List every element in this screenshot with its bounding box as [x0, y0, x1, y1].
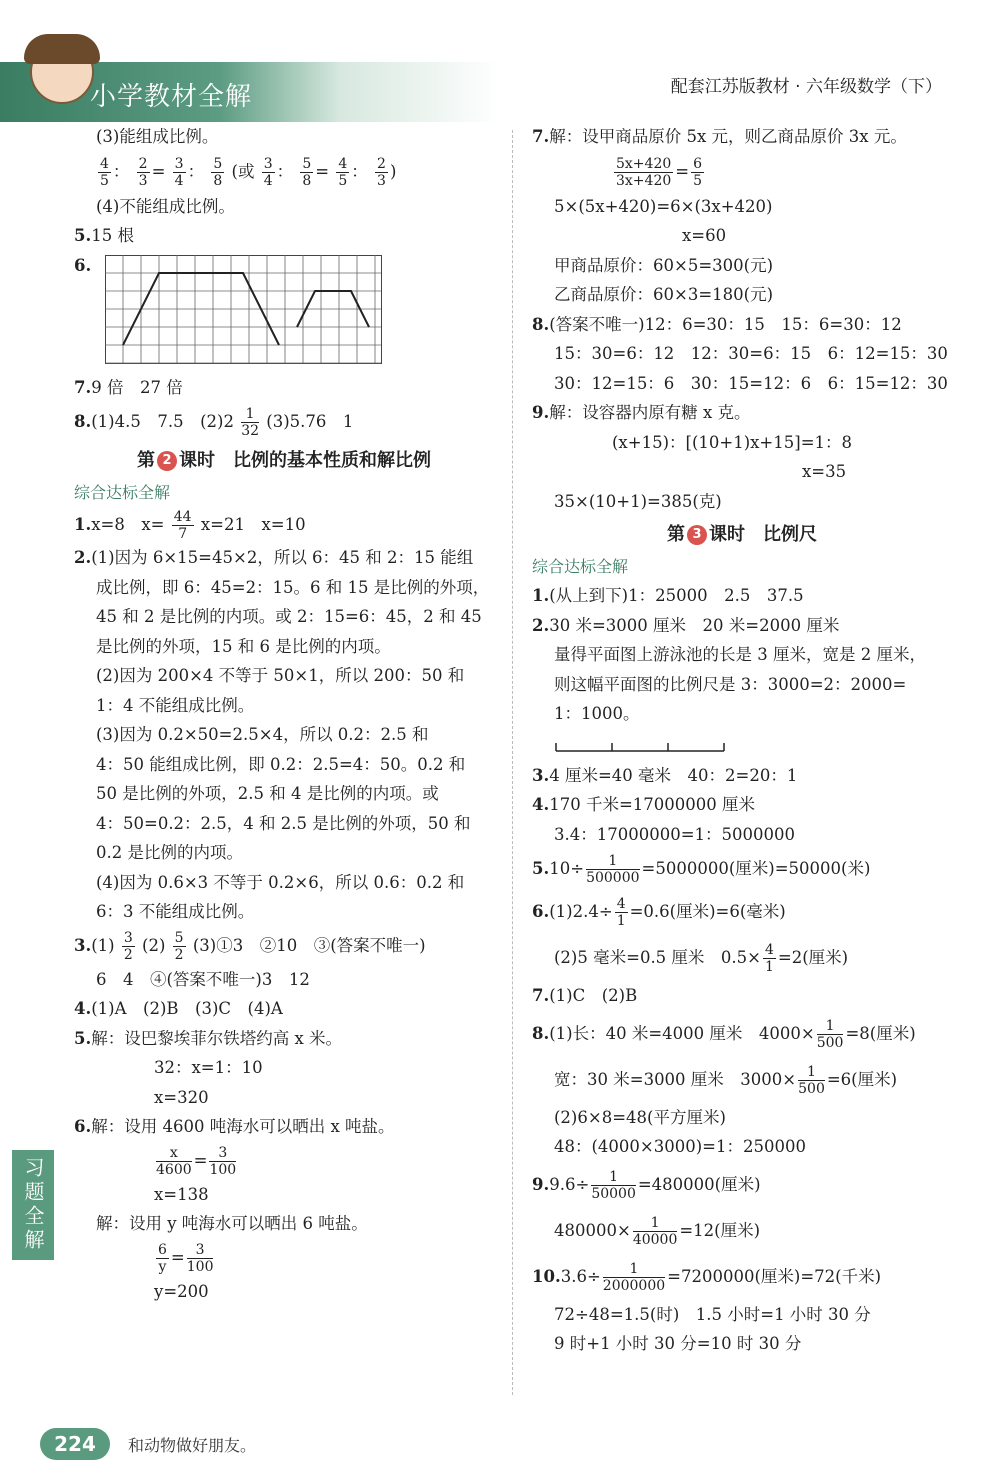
right-column [532, 122, 952, 1359]
mascot-logo-icon [30, 40, 94, 104]
answer-9rr: 9.9.6÷ $\frac{1}{50000}$ =480000(厘米) [532, 1168, 761, 1202]
answer-2r: 2.30 米=3000 厘米 20 米=2000 厘米 [532, 615, 840, 635]
scale-ruler [532, 729, 952, 761]
lesson-number-badge: 3 [687, 525, 707, 545]
header-book-title: 配套江苏版教材 · 六年级数学（下） [670, 77, 942, 97]
trapezoid-grid-figure [105, 255, 385, 367]
equation: x=35 [802, 462, 847, 481]
text-line: 宽：30 米=3000 厘米 3000× $\frac{1}{500}$ =6(厘米) [554, 1063, 898, 1097]
side-tab-label: 习题全解 [12, 1150, 54, 1260]
equation: $\frac{x}{4600}$ = $\frac{3}{100}$ [156, 1144, 237, 1178]
header-badge: 小学教材全解 [90, 82, 253, 112]
answer-8: 8.(1)4.5 7.5 (2)2 $\frac{1}{32}$ (3)5.76 1 [74, 406, 354, 439]
lesson-number-badge: 2 [157, 451, 177, 471]
answer-9r: 9.解：设容器内原有糖 x 克。 [532, 403, 751, 422]
equation: y=200 [154, 1281, 209, 1301]
text-line: (4)不能组成比例。 [96, 196, 235, 216]
text-line: 48：(4000×3000)=1：250000 [554, 1137, 806, 1156]
text-line: 6 4 ④(答案不唯一)3 12 [96, 969, 310, 989]
answer-1r: 1.(从上到下)1：25000 2.5 37.5 [532, 586, 804, 605]
answer-5r: 5.10÷ $\frac{1}{500000}$ =5000000(厘米)=50000(米) [532, 853, 871, 886]
equation: 5×(5x+420)=6×(3x+420) [554, 196, 773, 216]
text-line: 72÷48=1.5(时) 1.5 小时=1 小时 30 分 [554, 1304, 871, 1324]
text-line: 9 时+1 小时 30 分=10 时 30 分 [554, 1334, 802, 1353]
equation: $\frac{6}{y}$ = $\frac{3}{100}$ [158, 1241, 214, 1275]
text-line: 480000× $\frac{1}{40000}$ =12(厘米) [554, 1214, 761, 1248]
equation: x=320 [154, 1087, 209, 1107]
answer-5b: 5.解：设巴黎埃菲尔铁塔约高 x 米。 [74, 1028, 343, 1048]
answer-4: 4.(1)A (2)B (3)C (4)A [74, 999, 283, 1018]
answer-7rr: 7.(1)C (2)B [532, 986, 638, 1005]
page-number: 224 [40, 1428, 110, 1460]
equation: $\frac{5x+420}{3x+420}$ = $\frac{6}{5}$ [616, 155, 703, 189]
answer-6r: 6.(1)2.4÷ $\frac{4}{1}$ =0.6(厘米)=6(毫米) [532, 896, 786, 929]
text-line: 3.4：17000000=1：5000000 [554, 824, 796, 844]
answer-2: 2.(1)因为 6×15=45×2，所以 6：45 和 2：15 能组 成比例，即 6：45=2：15。6 和 15 是比例的外项， 45 和 2 是比例的内项。或 2：15=6：45，2 和 45 是比例的外项，15 和 6 是比例的内项。 (2)因为 200×4 不等于 50×1，所以 200：50 和 1：4 不能组成比例。 (3)因为 0.2×50=2.5×4，所以 0.2：2.5 和 4：50 能组成比例，即 0.2：2.5=4：50。0.2 和 50 是比例的外项，2.5 和 4 是比例的内项。或 4：50=0.2：2.5，4 和 2.5 是比例的外项，50 和 0.2 是比例的内项。 (4)因为 0.6×3 不等于 0.2×6，所以 0.6：0.2 和 6：3 不能组成比例。 [74, 548, 490, 921]
text-line: 15：30=6：12 12：30=6：15 6：12=15：30 [554, 344, 948, 363]
answer-6: 6. [74, 251, 494, 373]
answer-3: 3.(1) $\frac{3}{2}$ (2) $\frac{5}{2}$ (3)①3 ②10 ③(答案不唯一) [74, 929, 426, 963]
text-line: (3)能组成比例。 [96, 127, 219, 146]
equation: x=60 [682, 226, 727, 245]
equation: x=138 [154, 1184, 209, 1204]
text-line: (2)5 毫米=0.5 厘米 0.5× $\frac{4}{1}$ =2(厘米) [554, 942, 849, 975]
subsection-label: 综合达标全解 [74, 482, 171, 502]
answer-8r: 8.(答案不唯一)12：6=30：15 15：6=30：12 [532, 314, 902, 334]
answer-10r: 10.3.6÷ $\frac{1}{2000000}$ =7200000(厘米)=72(千米) [532, 1260, 882, 1294]
text-line: 量得平面图上游泳池的长是 3 厘米，宽是 2 厘米， [554, 645, 926, 664]
section-title-lesson-2: 第 2 课时 比例的基本性质和解比例 [137, 450, 431, 471]
section-title-lesson-3: 第 3 课时 比例尺 [667, 524, 817, 545]
text-line: (2)6×8=48(平方厘米) [554, 1107, 726, 1127]
text-line: 解：设用 y 吨海水可以晒出 6 吨盐。 [96, 1214, 368, 1233]
subsection-label: 综合达标全解 [532, 556, 629, 576]
answer-3r: 3.4 厘米=40 毫米 40：2=20：1 [532, 765, 798, 785]
left-column [74, 122, 494, 1306]
footer-motto: 和动物做好朋友。 [128, 1436, 257, 1455]
text-line: 30：12=15：6 30：15=12：6 6：15=12：30 [554, 373, 948, 393]
answer-8rr: 8.(1)长：40 米=4000 厘米 4000× $\frac{1}{500}$ =8(厘米) [532, 1017, 916, 1051]
answer-6b: 6.解：设用 4600 吨海水可以晒出 x 吨盐。 [74, 1117, 395, 1136]
column-divider [512, 130, 513, 1395]
answer-1: 1.x=8 x= $\frac{44}{7}$ x=21 x=10 [74, 509, 306, 542]
equation: 35×(10+1)=385(克) [554, 491, 722, 511]
equation: 32：x=1：10 [154, 1058, 263, 1077]
text-line: 甲商品原价：60×5=300(元) [554, 255, 774, 275]
text-line: 则这幅平面图的比例尺是 3：3000=2：2000= [554, 674, 907, 694]
text-line: 1：1000。 [554, 704, 640, 723]
answer-5: 5.15 根 [74, 226, 134, 245]
ratio-line: $\frac{4}{5}$ ： $\frac{2}{3}$ = $\frac{3}{4}$ ： $\frac{5}{8}$ (或 $\frac{3}{4}$ ： $\frac{5}{8}$ = $\frac{4}{5}$ ： $\frac{2}{3}$ ) [100, 155, 397, 189]
answer-7r: 7.解：设甲商品原价 5x 元，则乙商品原价 3x 元。 [532, 127, 907, 146]
answer-4r: 4.170 千米=17000000 厘米 [532, 795, 756, 814]
equation: (x+15)：[(10+1)x+15]=1：8 [612, 432, 853, 452]
ruler-line [554, 729, 774, 759]
answer-7: 7.9 倍 27 倍 [74, 377, 183, 397]
text-line: 乙商品原价：60×3=180(元) [554, 285, 774, 304]
